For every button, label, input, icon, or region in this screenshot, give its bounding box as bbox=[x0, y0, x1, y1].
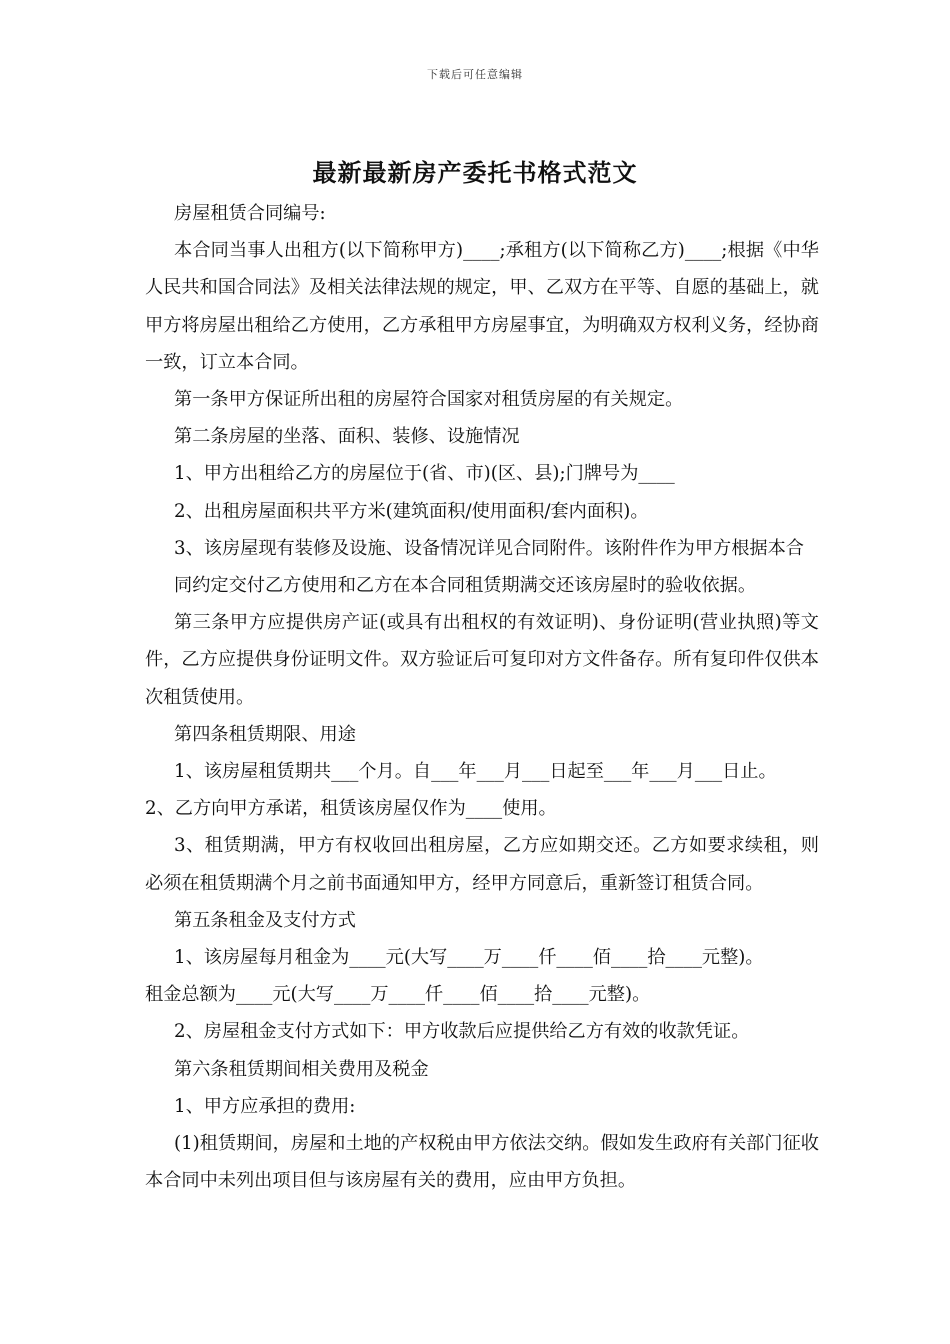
document-paragraph: 2、乙方向甲方承诺，租赁该房屋仅作为____使用。 bbox=[145, 798, 557, 820]
document-paragraph: 3、该房屋现有装修及设施、设备情况详见合同附件。该附件作为甲方根据本合 bbox=[174, 537, 804, 559]
document-paragraph: 3、租赁期满，甲方有权收回出租房屋，乙方应如期交还。乙方如要求续租，则必须在租赁期满个月之前书面通知甲方，经甲方同意后，重新签订租赁合同。 bbox=[145, 835, 819, 894]
document-paragraph: 第六条租赁期间相关费用及税金 bbox=[174, 1058, 429, 1080]
document-body bbox=[145, 195, 819, 1199]
document-paragraph: (1)租赁期间，房屋和土地的产权税由甲方依法交纳。假如发生政府有关部门征收本合同中未列出项目但与该房屋有关的费用，应由甲方负担。 bbox=[145, 1133, 819, 1192]
document-paragraph: 第五条租金及支付方式 bbox=[174, 909, 356, 931]
document-paragraph: 1、甲方应承担的费用: bbox=[174, 1095, 356, 1117]
document-paragraph: 同约定交付乙方使用和乙方在本合同租赁期满交还该房屋时的验收依据。 bbox=[174, 575, 757, 597]
document-paragraph: 1、该房屋每月租金为____元(大写____万____仟____佰____拾____元整)。 bbox=[174, 947, 764, 969]
document-paragraph: 第一条甲方保证所出租的房屋符合国家对租赁房屋的有关规定。 bbox=[174, 389, 684, 411]
document-title: 最新最新房产委托书格式范文 bbox=[312, 158, 638, 187]
document-paragraph: 第三条甲方应提供房产证(或具有出租权的有效证明)、身份证明(营业执照)等文件，乙方应提供身份证明文件。双方验证后可复印对方文件备存。所有复印件仅供本次租赁使用。 bbox=[145, 612, 819, 708]
document-paragraph: 房屋租赁合同编号: bbox=[174, 203, 326, 224]
document-paragraph: 本合同当事人出租方(以下简称甲方)____;承租方(以下简称乙方)____;根据《中华人民共和国合同法》及相关法律法规的规定，甲、乙双方在平等、自愿的基础上，就甲方将房屋出租给乙方使用，乙方承租甲方房屋事宜，为明确双方权利义务，经协商一致，订立本合同。 bbox=[145, 240, 819, 373]
document-paragraph: 第二条房屋的坐落、面积、装修、设施情况 bbox=[174, 426, 520, 448]
document-paragraph: 租金总额为____元(大写____万____仟____佰____拾____元整)。 bbox=[145, 984, 651, 1006]
page-header-note: 下载后可任意编辑 bbox=[427, 68, 523, 81]
document-paragraph: 2、出租房屋面积共平方米(建筑面积/使用面积/套内面积)。 bbox=[174, 500, 649, 522]
document-paragraph: 第四条租赁期限、用途 bbox=[174, 723, 356, 745]
document-paragraph: 2、房屋租金支付方式如下：甲方收款后应提供给乙方有效的收款凭证。 bbox=[174, 1021, 750, 1043]
document-paragraph: 1、该房屋租赁期共___个月。自___年___月___日起至___年___月___日止。 bbox=[174, 761, 777, 783]
document-paragraph: 1、甲方出租给乙方的房屋位于(省、市)(区、县);门牌号为____ bbox=[174, 463, 675, 485]
